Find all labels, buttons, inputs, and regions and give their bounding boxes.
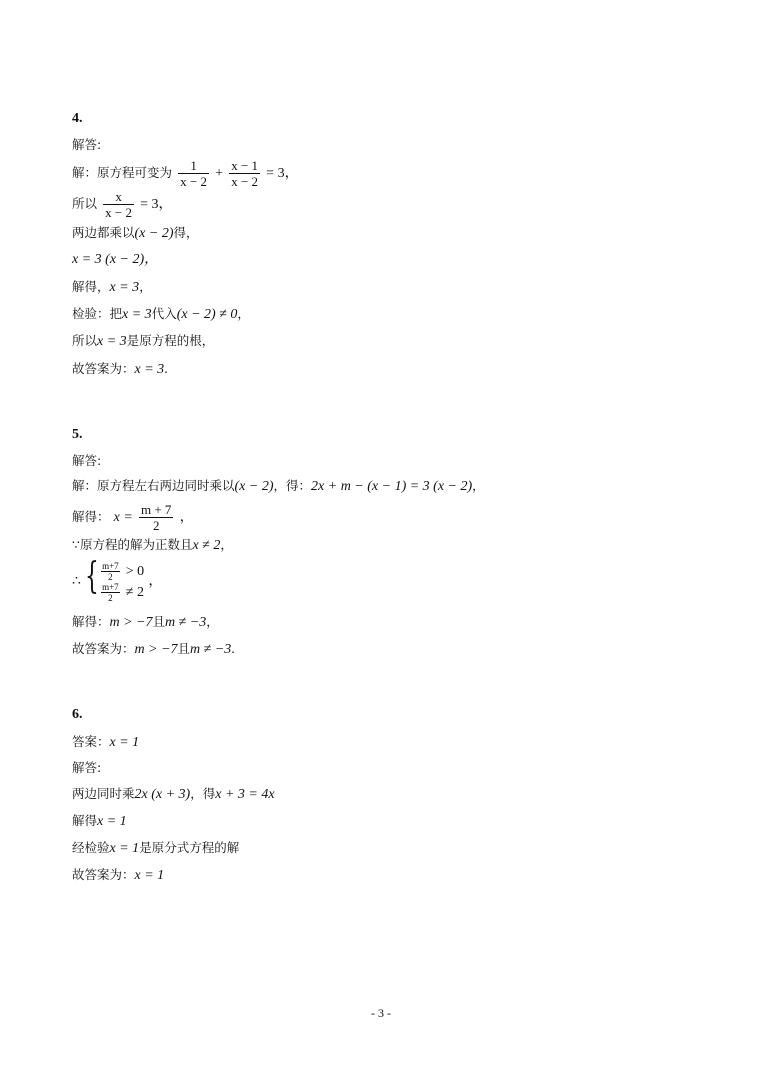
text: ∵原方程的解为正数且: [72, 537, 193, 552]
q5-line-2: [72, 502, 194, 533]
plus-sign: +: [215, 166, 224, 181]
numerator: m+7: [102, 560, 119, 571]
system-row: [99, 561, 144, 582]
q6-number: 6.: [72, 707, 83, 722]
text: 解得：: [72, 509, 110, 524]
math: .: [164, 362, 168, 377]
math: ，: [179, 510, 194, 525]
math: (x − 2): [234, 479, 274, 494]
text: ，: [237, 306, 250, 321]
text: 且: [152, 614, 166, 629]
math: x = 3: [97, 334, 127, 349]
numerator: 1: [178, 158, 209, 174]
q6-line-4: [72, 812, 127, 831]
q4-line-3: [72, 224, 199, 243]
text: 且: [177, 641, 191, 656]
q6-answer-line: [72, 733, 139, 752]
q5-line-5: [72, 613, 219, 632]
denominator: x − 2: [231, 174, 259, 189]
q6-line-6: [72, 866, 164, 885]
q4-line-6: [72, 305, 250, 324]
math: x = 3: [134, 362, 165, 377]
text: ，得: [190, 786, 216, 801]
fraction: [103, 189, 134, 220]
math: x + 3 = 4x: [215, 787, 275, 802]
text: 解得: [72, 813, 98, 828]
text: 故答案为：: [72, 867, 135, 882]
therefore-symbol: ∴: [72, 574, 81, 589]
math: = 3，: [266, 166, 299, 181]
math: 2x (x + 3): [134, 787, 191, 802]
q5-number: 5.: [72, 427, 83, 442]
math: (x − 2) ≠ 0: [176, 307, 238, 322]
text: 两边同时乘: [72, 786, 135, 801]
math: x = 1: [109, 841, 140, 856]
denominator: 2: [152, 518, 160, 533]
math: m > −7: [109, 615, 153, 630]
text: 解：原方程左右两边同时乘以: [72, 478, 235, 493]
fraction: [229, 158, 260, 189]
numerator: m + 7: [140, 502, 172, 517]
math: x = 3: [122, 307, 152, 322]
q5-line-1: [72, 477, 485, 496]
text: ，: [139, 279, 152, 294]
text: 得，: [173, 225, 199, 240]
text: 所以: [72, 333, 98, 348]
math: (x − 2): [134, 226, 174, 241]
q4-line-1: [72, 158, 299, 189]
math: ≠ 2: [125, 584, 144, 600]
brace: {: [85, 555, 99, 597]
q4-number: 4.: [72, 111, 83, 126]
text: ，: [206, 614, 219, 629]
q5-heading: 解答:: [72, 453, 102, 468]
math: 2x + m − (x − 1) = 3 (x − 2): [311, 479, 473, 494]
text: 两边都乘以: [72, 225, 135, 240]
math: x =: [113, 510, 133, 525]
text: 答案：: [72, 734, 110, 749]
q4-line-5: [72, 278, 152, 297]
text: 故答案为：: [72, 361, 135, 376]
text: ，: [472, 478, 485, 493]
text: 是原分式方程的解: [139, 840, 240, 855]
math: m ≠ −3: [190, 642, 232, 657]
text: 是原方程的根，: [126, 333, 215, 348]
q5-line-3: [72, 536, 233, 555]
q4-heading: 解答:: [72, 137, 102, 152]
q5-line-6: [72, 640, 235, 659]
text: 检验：把: [72, 306, 123, 321]
denominator: x − 2: [105, 205, 132, 220]
q4-line-7: [72, 332, 214, 351]
text: 解：原方程可变为: [72, 165, 173, 180]
numerator: x − 1: [231, 158, 259, 173]
fraction: [178, 158, 209, 189]
text: ，得：: [273, 478, 312, 493]
denominator: x − 2: [180, 174, 207, 189]
numerator: m+7: [102, 581, 119, 592]
text: 所以: [72, 196, 98, 211]
q6-heading: 解答:: [72, 760, 102, 775]
q6-line-3: [72, 785, 275, 804]
math: x = 1: [134, 868, 165, 883]
q5-line-4: [72, 555, 163, 604]
denominator: 2: [108, 571, 113, 582]
q4-line-2: [72, 189, 173, 220]
text: 解得：: [72, 614, 110, 629]
text: 代入: [151, 306, 177, 321]
inequality-system: [85, 555, 145, 603]
math: x = 3: [109, 280, 140, 295]
math: ，: [148, 574, 163, 589]
math: .: [231, 642, 235, 657]
page-number: - 3 -: [371, 1006, 391, 1020]
text: 解得，: [72, 279, 110, 294]
text: 经检验: [72, 840, 110, 855]
system-row: [99, 582, 144, 603]
math: x = 1: [109, 735, 140, 750]
fraction: [139, 502, 173, 533]
text: ，: [220, 537, 233, 552]
math: x ≠ 2: [192, 538, 221, 553]
fraction: [101, 582, 120, 603]
q6-line-5: [72, 839, 239, 858]
q4-line-8: [72, 360, 168, 379]
fraction: [101, 561, 120, 582]
text: 故答案为：: [72, 641, 135, 656]
math: x = 1: [97, 814, 127, 829]
numerator: x: [103, 189, 134, 205]
math: m > −7: [134, 642, 178, 657]
denominator: 2: [108, 592, 113, 603]
math: = 3，: [140, 197, 173, 212]
math: > 0: [125, 563, 145, 579]
q4-line-4: x = 3 (x − 2)，: [72, 252, 159, 267]
math: m ≠ −3: [165, 615, 207, 630]
